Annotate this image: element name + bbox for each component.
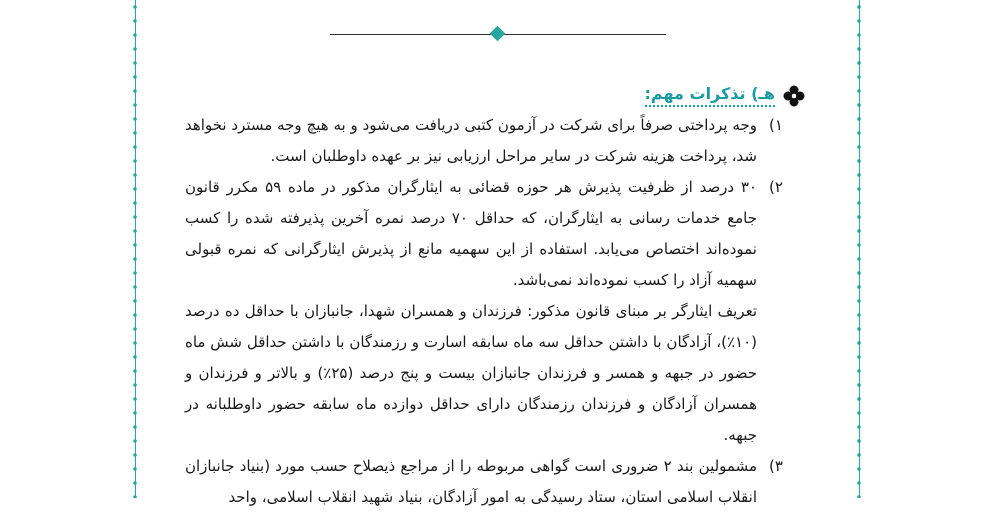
item-paragraph: وجه پرداختی صرفاً برای شرکت در آزمون کتبی دریافت می‌شود و به هیچ وجه مسترد نخواهد شد، پرداخت هزینه شرکت در سایر مراحل ارزیابی نیز بر عهده داوطلبان است. bbox=[185, 116, 757, 165]
item-paragraph: تعریف ایثارگر بر مبنای قانون مذکور: فرزندان و همسران شهدا، جانبازان با حداقل ده درصد (۱۰٪)، آزادگان با داشتن حداقل سه ماه سابقه اسارت و رزمندگان با داشتن حداقل شش ماه حضور در جبهه و همسر و فرزندان جانبازان بیست و پنج درصد (۲۵٪) و بالاتر و فرزندان و همسران آزادگان و فرزندان رزمندگان دارای حداقل دوازده ماه سابقه حضور داوطلبانه در جبهه. bbox=[185, 302, 757, 444]
item-number: ۳) bbox=[769, 457, 783, 475]
flower-icon bbox=[783, 85, 805, 107]
item-number: ۱) bbox=[769, 116, 783, 134]
ornamental-border-right-icon bbox=[853, 0, 865, 498]
notes-list bbox=[185, 110, 795, 513]
item-body bbox=[185, 451, 757, 513]
list-item bbox=[185, 451, 795, 513]
list-item bbox=[185, 110, 795, 172]
item-body bbox=[185, 172, 757, 451]
item-body bbox=[185, 110, 757, 172]
item-number: ۲) bbox=[769, 178, 783, 196]
diamond-icon bbox=[490, 26, 506, 42]
list-item bbox=[185, 172, 795, 451]
item-paragraph: ۳۰ درصد از ظرفیت پذیرش هر حوزه قضائی به ایثارگران مذکور در ماده ۵۹ مکرر قانون جامع خدمات رسانی به ایثارگران، که حداقل ۷۰ درصد نمره آخرین پذیرفته شده را کسب نموده‌اند اختصاص می‌یابد. استفاده از این سهمیه مانع از پذیرش ایثارگرانی که نمره قبولی سهمیه آزاد را کسب نموده‌اند نمی‌باشد. bbox=[185, 178, 757, 289]
section-heading bbox=[645, 84, 806, 107]
ornamental-border-left-icon bbox=[129, 0, 141, 498]
section-title: هـ) تذکرات مهم: bbox=[645, 84, 776, 107]
item-paragraph: مشمولین بند ۲ ضروری است گواهی مربوطه را از مراجع ذیصلاح حسب مورد (بنیاد جانبازان انقلاب اسلامی استان، ستاد رسیدگی به امور آزادگان، بنیاد شهید انقلاب اسلامی، واحد bbox=[185, 457, 758, 506]
